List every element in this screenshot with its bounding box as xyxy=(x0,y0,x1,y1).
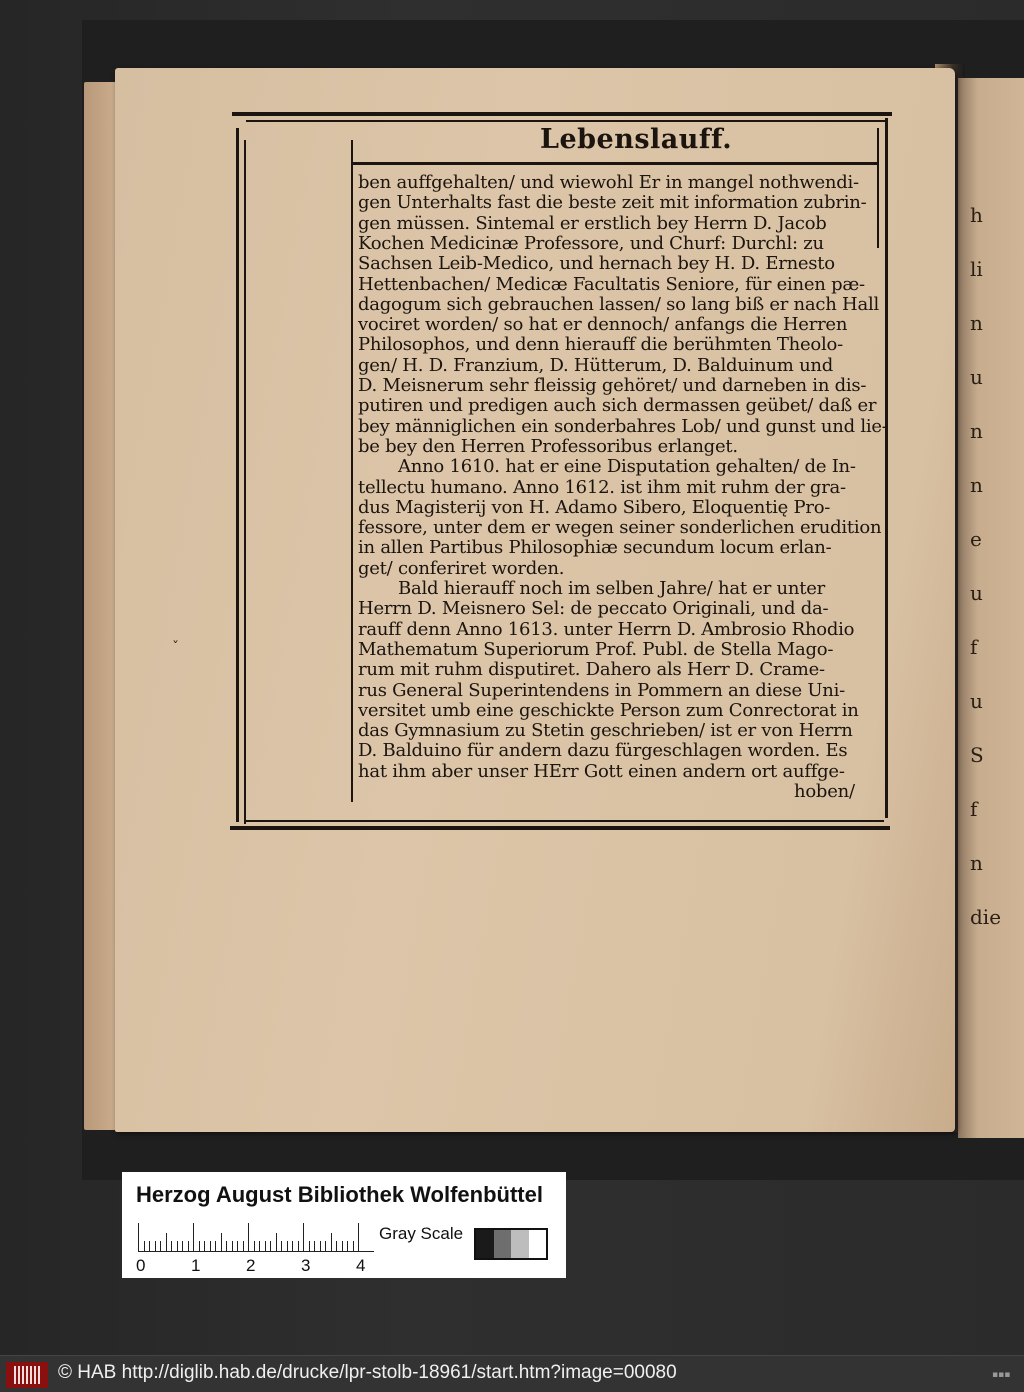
facing-page-letter: u xyxy=(970,365,983,389)
ruler-tick xyxy=(325,1241,326,1251)
ruler-tick xyxy=(259,1241,260,1251)
ruler-tick xyxy=(215,1241,216,1251)
ruler-tick xyxy=(171,1241,172,1251)
footer-url[interactable]: © HAB http://diglib.hab.de/drucke/lpr-stolb-18961/start.htm?image=00080 xyxy=(58,1362,677,1383)
ruler-tick xyxy=(138,1223,139,1251)
ruler-tick xyxy=(298,1241,299,1251)
ruler-tick xyxy=(177,1241,178,1251)
frame-rule-left xyxy=(236,128,239,822)
gray-scale-swatches xyxy=(474,1228,548,1260)
running-head: Lebenslauff. xyxy=(540,124,733,155)
page-text-block xyxy=(358,170,888,830)
facing-page-letter: die xyxy=(970,905,1002,929)
text-line: ben auffgehalten/ und wiewohl Er in mangel nothwendi- xyxy=(358,172,859,193)
ruler-tick xyxy=(292,1241,293,1251)
ruler-tick xyxy=(303,1223,304,1251)
ruler-tick xyxy=(237,1241,238,1251)
text-line: gen/ H. D. Franzium, D. Hütterum, D. Balduinum und xyxy=(358,354,834,376)
facing-page-letter: u xyxy=(970,581,983,605)
ruler-tick xyxy=(309,1241,310,1251)
text-line: Bald hierauff noch im selben Jahre/ hat er unter xyxy=(398,578,825,599)
gray-swatch xyxy=(529,1230,547,1258)
frame-rule-right xyxy=(885,118,888,818)
ruler-tick xyxy=(199,1241,200,1251)
text-line: D. Meisnerum sehr fleissig gehöret/ und darneben in dis- xyxy=(358,375,867,396)
ruler-tick xyxy=(144,1241,145,1251)
text-line: gen müssen. Sintemal er erstlich bey Herrn D. Jacob xyxy=(358,212,827,234)
text-line: in allen Partibus Philosophiæ secundum locum erlan- xyxy=(358,537,832,559)
ruler-tick xyxy=(166,1233,167,1251)
text-line: Herrn D. Meisnero Sel: de peccato Originali, und da- xyxy=(358,598,829,620)
text-line: rauff denn Anno 1613. unter Herrn D. Ambrosio Rhodio xyxy=(358,618,855,640)
frame-rule-top-inner xyxy=(246,120,886,122)
facing-page-letter: S xyxy=(970,743,984,767)
facing-page-letter: h xyxy=(970,203,983,227)
facing-page-letter: f xyxy=(970,635,978,659)
ruler-tick xyxy=(287,1241,288,1251)
facing-page-text xyxy=(970,188,1024,944)
footer-bar xyxy=(0,1355,1024,1392)
ruler-tick xyxy=(226,1241,227,1251)
ruler-tick xyxy=(265,1241,266,1251)
frame-rule-top xyxy=(232,112,892,116)
ruler-tick xyxy=(314,1241,315,1251)
ruler-number: 1 xyxy=(191,1256,201,1275)
ruler-tick xyxy=(188,1241,189,1251)
text-line: Anno 1610. hat er eine Disputation gehalten/ de In- xyxy=(398,456,856,478)
measurement-ruler xyxy=(138,1222,374,1252)
ruler-tick xyxy=(149,1241,150,1251)
text-line: Sachsen Leib-Medico, und hernach bey H. D. Ernesto xyxy=(358,253,835,275)
text-line: rum mit ruhm disputiret. Dahero als Herr D. Crame- xyxy=(358,659,825,681)
text-line: Philosophos, und denn hierauff die berühmten Theolo- xyxy=(358,334,843,356)
ruler-tick xyxy=(182,1241,183,1251)
ruler-number: 2 xyxy=(246,1256,256,1275)
ruler-tick xyxy=(232,1241,233,1251)
ruler-tick xyxy=(193,1223,194,1251)
text-line: get/ conferiret worden. xyxy=(358,557,565,579)
text-line: putiren und predigen auch sich dermassen geübet/ daß er xyxy=(358,395,877,417)
ruler-tick xyxy=(221,1233,222,1251)
text-line: fessore, unter dem er wegen seiner sonderlichen erudition xyxy=(358,517,882,539)
frame-rule-left-inner xyxy=(244,140,246,824)
gray-scale-label: Gray Scale xyxy=(379,1224,464,1243)
footer-mark: ▪▪▪ xyxy=(992,1370,1011,1380)
text-line: bey männiglichen ein sonderbahres Lob/ und gunst und lie- xyxy=(358,415,888,437)
ruler-tick xyxy=(204,1241,205,1251)
ruler-tick xyxy=(281,1241,282,1251)
ruler-tick xyxy=(320,1241,321,1251)
ruler-tick xyxy=(347,1241,348,1251)
text-line: tellectu humano. Anno 1612. ist ihm mit ruhm der gra- xyxy=(358,476,846,498)
gray-swatch xyxy=(494,1230,512,1258)
ruler-tick xyxy=(353,1241,354,1251)
facing-page-letter: f xyxy=(970,797,978,821)
ruler-tick xyxy=(155,1241,156,1251)
text-line: vociret worden/ so hat er dennoch/ anfangs die Herren xyxy=(358,314,848,336)
text-line: Hettenbachen/ Medicæ Facultatis Seniore, für einen pæ- xyxy=(358,273,865,295)
ruler-tick xyxy=(248,1223,249,1251)
facing-page-letter: e xyxy=(970,527,982,551)
text-line: hat ihm aber unser HErr Gott einen andern ort auffge- xyxy=(358,760,845,782)
text-line: versitet umb eine geschickte Person zum Conrectorat in xyxy=(358,699,859,721)
text-line: D. Balduino für andern dazu fürgeschlagen worden. Es xyxy=(358,740,848,762)
text-line: dagogum sich gebrauchen lassen/ so lang biß er nach Hall xyxy=(358,293,879,315)
text-column-rule xyxy=(351,140,353,802)
facing-page-letter: u xyxy=(970,689,983,713)
facing-page-letter: li xyxy=(970,257,983,281)
facing-page-letter: n xyxy=(970,311,983,335)
text-line: Mathematum Superiorum Prof. Publ. de Stella Mago- xyxy=(358,638,834,660)
ruler-number: 3 xyxy=(301,1256,311,1275)
ruler-tick xyxy=(243,1241,244,1251)
ruler-tick xyxy=(358,1223,359,1251)
ruler-tick xyxy=(210,1241,211,1251)
color-scale-card xyxy=(122,1172,566,1278)
ruler-number: 4 xyxy=(356,1256,366,1275)
gray-swatch xyxy=(511,1230,529,1258)
text-line: Kochen Medicinæ Professore, und Churf: Durchl: zu xyxy=(358,232,824,254)
ruler-tick xyxy=(254,1241,255,1251)
ruler-tick xyxy=(270,1241,271,1251)
facing-page-letter: n xyxy=(970,419,983,443)
text-line: rus General Superintendens in Pommern an diese Uni- xyxy=(358,679,845,701)
facing-page-edge xyxy=(958,78,1024,1138)
scale-card-title: Herzog August Bibliothek Wolfenbüttel xyxy=(136,1182,543,1207)
facing-page-letter: n xyxy=(970,851,983,875)
text-line: gen Unterhalts fast die beste zeit mit information zubrin- xyxy=(358,192,867,214)
text-line: be bey den Herren Professoribus erlanget. xyxy=(358,435,738,457)
running-head-rule xyxy=(352,162,877,165)
ruler-number: 0 xyxy=(136,1256,146,1275)
margin-mark: ˇ xyxy=(172,640,179,656)
ruler-tick xyxy=(336,1241,337,1251)
ruler-tick xyxy=(342,1241,343,1251)
text-line: das Gymnasium zu Stetin geschrieben/ ist er von Herrn xyxy=(358,720,853,742)
ruler-tick xyxy=(160,1241,161,1251)
text-line: dus Magisterij von H. Adamo Sibero, Eloquentię Pro- xyxy=(358,496,831,518)
ruler-tick xyxy=(331,1233,332,1251)
gray-swatch xyxy=(476,1230,494,1258)
facing-page-letter: n xyxy=(970,473,983,497)
text-line: hoben/ xyxy=(794,781,855,802)
ruler-tick xyxy=(276,1233,277,1251)
hab-logo-icon[interactable] xyxy=(6,1362,48,1388)
